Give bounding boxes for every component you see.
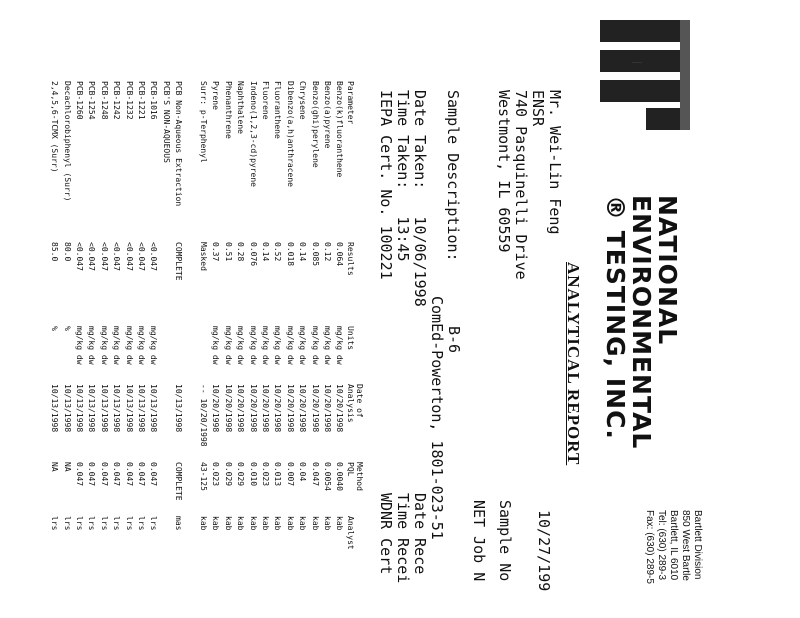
cell-pql: 0.04 <box>298 462 308 482</box>
cell-date: 10/13/1998 <box>62 384 72 433</box>
cell-parameter: PCB'S NON-AQUEOUS <box>161 81 171 163</box>
table-row <box>185 78 197 555</box>
cell-result: <0.047 <box>99 242 109 271</box>
table-row <box>296 78 308 555</box>
cell-parameter: PCB-1232 <box>124 81 134 120</box>
cell-date <box>160 381 172 459</box>
cell-parameter: Chrysene <box>298 81 308 120</box>
sample-description <box>428 296 462 540</box>
cell-pql: COMPLETE <box>174 462 184 501</box>
cell-parameter: 2,4,5,6-TCMX (Surr) <box>50 81 60 173</box>
table-row <box>160 78 172 555</box>
cell-analyst: lrs <box>112 516 122 531</box>
cell-parameter: PCB-1242 <box>112 81 122 120</box>
cell-units: mg/kg dw <box>248 326 258 365</box>
cell-units: mg/kg dw <box>322 326 332 365</box>
cell-pql: 0.047 <box>124 462 134 487</box>
cell-result <box>160 239 172 323</box>
cell-parameter: PCB-1260 <box>75 81 85 120</box>
cell-units: mg/kg dw <box>149 326 159 365</box>
cell-parameter: Benzo(ghi)perylene <box>310 81 320 168</box>
cell-date: 10/20/1998 <box>236 384 246 433</box>
cell-result: <0.047 <box>124 242 134 271</box>
cell-parameter: Fluorene <box>260 81 270 120</box>
cell-units: % <box>50 326 60 331</box>
cell-date: 10/20/1998 <box>310 384 320 433</box>
cell-parameter: PCB-1248 <box>99 81 109 120</box>
cell-pql <box>185 459 197 513</box>
cell-result <box>185 239 197 323</box>
cell-result: 0.12 <box>322 242 332 262</box>
cell-date: 10/13/1998 <box>50 384 60 433</box>
cell-units: mg/kg dw <box>124 326 134 365</box>
division-line: 850 West Bartle <box>680 510 691 581</box>
table-row <box>123 78 135 555</box>
company-name-line: ENVIRONMENTAL <box>627 195 656 450</box>
cell-date: 10/20/1998 <box>322 384 332 433</box>
cell-date: 10/20/1998 <box>298 384 308 433</box>
cell-parameter: Fluoranthene <box>273 81 283 139</box>
cell-analyst: kab <box>248 516 258 531</box>
cell-units: % <box>62 326 72 331</box>
cell-parameter: Indeno(1,2,3-cd)pyrene <box>248 81 258 187</box>
received-line: Time Recei <box>394 493 412 584</box>
cell-analyst: lrs <box>87 516 97 531</box>
cell-result: <0.047 <box>137 242 147 271</box>
client-line: ENSR <box>529 90 547 127</box>
cell-result: <0.047 <box>75 242 85 271</box>
received-line: WDNR Cert <box>377 493 395 575</box>
sample-received <box>377 493 428 583</box>
table-row <box>222 78 234 555</box>
cell-date: 10/20/1998 <box>335 384 345 433</box>
header-method-pql: Method PQL <box>346 462 364 491</box>
cell-date: 10/20/1998 <box>273 384 283 433</box>
table-row <box>61 78 73 555</box>
division-line: Fax: (630) 289-5 <box>644 510 655 584</box>
cell-date: 10/13/1998 <box>149 384 159 433</box>
cell-parameter: PCB-1016 <box>149 81 159 120</box>
cell-pql: 0.0054 <box>322 462 332 491</box>
cell-pql: 43-125 <box>199 462 209 491</box>
cell-result: 0.018 <box>285 242 295 267</box>
cell-parameter: PCB-1221 <box>137 81 147 120</box>
results-table <box>49 78 368 555</box>
cell-units <box>173 323 185 381</box>
table-row <box>234 78 246 555</box>
cell-date: 10/20/1998 <box>223 384 233 433</box>
cell-date: 10/20/1998 <box>211 384 221 433</box>
cell-parameter: Naphthalene <box>236 81 246 134</box>
cell-analyst: lrs <box>149 516 159 531</box>
cell-result: 0.52 <box>273 242 283 262</box>
cell-units: mg/kg dw <box>112 326 122 365</box>
sample-description-line: B-6 <box>445 326 463 354</box>
cell-result: 85.0 <box>50 242 60 262</box>
cell-units: mg/kg dw <box>137 326 147 365</box>
table-row <box>321 78 333 555</box>
cell-analyst: lrs <box>137 516 147 531</box>
cell-parameter: Phenanthrene <box>223 81 233 139</box>
cell-date: 10/20/1998 <box>260 384 270 433</box>
table-row <box>309 78 321 555</box>
taken-line: Time Taken: 13:45 <box>394 90 412 262</box>
cell-units: mg/kg dw <box>75 326 85 365</box>
cell-units: mg/kg dw <box>335 326 345 365</box>
cell-units: mg/kg dw <box>310 326 320 365</box>
cell-analyst: kab <box>310 516 320 531</box>
cell-pql: 0.023 <box>211 462 221 487</box>
division-line: Bartlett, IL 6010 <box>668 510 679 581</box>
cell-units: mg/kg dw <box>211 326 221 365</box>
header-date-of-analysis: Date of Analysis <box>346 384 364 423</box>
table-row <box>210 78 222 555</box>
header-analyst: Analyst <box>346 516 355 550</box>
results-header-row <box>346 78 368 555</box>
cell-parameter: PCB-1254 <box>87 81 97 120</box>
cell-analyst: lrs <box>50 516 60 531</box>
division-address <box>643 510 703 584</box>
taken-line: Date Taken: 10/06/1998 <box>411 90 429 307</box>
cell-date: 10/13/1998 <box>112 384 122 433</box>
cell-pql: 0.029 <box>223 462 233 487</box>
cell-analyst <box>185 513 197 555</box>
cell-result: 0.51 <box>223 242 233 262</box>
table-row <box>86 78 98 555</box>
cell-result: 0.14 <box>260 242 270 262</box>
table-row <box>259 78 271 555</box>
cell-result: 0.28 <box>236 242 246 262</box>
cell-analyst: kab <box>236 516 246 531</box>
sample-no-label: Sample No <box>496 500 514 582</box>
header-parameter: Parameter <box>346 81 355 125</box>
table-row <box>334 78 346 555</box>
cell-units <box>160 323 172 381</box>
cell-pql: 0.047 <box>137 462 147 487</box>
taken-line: IEPA Cert. No. 100221 <box>377 90 395 280</box>
cell-parameter: Benzo(k)fluoranthene <box>335 81 345 178</box>
cell-units: mg/kg dw <box>99 326 109 365</box>
table-row <box>284 78 296 555</box>
cell-date: 10/13/1998 <box>75 384 85 433</box>
client-line: 740 Pasquinelli Drive <box>512 90 530 280</box>
cell-analyst: lrs <box>62 516 72 531</box>
cell-pql: 0.047 <box>149 462 159 487</box>
cell-analyst: lrs <box>75 516 85 531</box>
cell-result: 0.076 <box>248 242 258 267</box>
cell-units: mg/kg dw <box>260 326 270 365</box>
cell-analyst: mas <box>174 516 184 531</box>
header-units: Units <box>346 326 355 351</box>
cell-parameter: Benzo(a)pyrene <box>322 81 332 149</box>
cell-pql: 0.010 <box>248 462 258 487</box>
sample-taken <box>377 90 428 307</box>
cell-result: Masked <box>199 242 209 271</box>
cell-date: 10/13/1998 <box>124 384 134 433</box>
cell-analyst: kab <box>322 516 332 531</box>
cell-result: <0.047 <box>149 242 159 271</box>
cell-analyst: kab <box>199 516 209 531</box>
cell-units <box>197 323 209 381</box>
cell-analyst <box>160 513 172 555</box>
cell-analyst: kab <box>211 516 221 531</box>
cell-pql: 0.007 <box>285 462 295 487</box>
table-row <box>148 78 160 555</box>
division-line: Bartlett Division <box>692 510 703 580</box>
cell-parameter <box>185 78 197 239</box>
cell-date: -- 10/20/1998 <box>199 384 209 447</box>
cell-analyst: kab <box>273 516 283 531</box>
table-row <box>197 78 209 555</box>
cell-units: mg/kg dw <box>223 326 233 365</box>
received-line: Date Rece <box>411 493 429 575</box>
cell-analyst: kab <box>223 516 233 531</box>
cell-result: 80.0 <box>62 242 72 262</box>
cell-result: 0.064 <box>335 242 345 267</box>
cell-pql: 0.013 <box>273 462 283 487</box>
table-row <box>272 78 284 555</box>
cell-result: 0.37 <box>211 242 221 262</box>
cell-analyst: lrs <box>124 516 134 531</box>
cell-date: 10/13/1998 <box>137 384 147 433</box>
cell-analyst: lrs <box>99 516 109 531</box>
scan-mark <box>632 62 642 63</box>
cell-pql: NA <box>50 462 60 472</box>
report-title: ANALYTICAL REPORT <box>564 262 583 466</box>
cell-result: <0.047 <box>112 242 122 271</box>
table-row <box>173 78 185 555</box>
cell-date: 10/20/1998 <box>285 384 295 433</box>
cell-pql: 0.047 <box>112 462 122 487</box>
cell-parameter: Decachlorobiphenyl (Surr) <box>62 81 72 202</box>
cell-date: 10/13/1998 <box>99 384 109 433</box>
client-line: Westmont, IL 60559 <box>495 90 513 253</box>
table-row <box>98 78 110 555</box>
cell-date <box>185 381 197 459</box>
cell-pql: NA <box>62 462 72 472</box>
cell-parameter: Pyrene <box>211 81 221 110</box>
cell-pql: 0.047 <box>75 462 85 487</box>
cell-analyst: kab <box>335 516 345 531</box>
cell-units: mg/kg dw <box>236 326 246 365</box>
division-line: Tel: (630) 289-3 <box>656 510 667 581</box>
cell-result: 0.085 <box>310 242 320 267</box>
sample-description-label: Sample Description: <box>444 90 462 262</box>
cell-pql: 0.047 <box>310 462 320 487</box>
cell-pql: 0.0040 <box>335 462 345 491</box>
table-row <box>111 78 123 555</box>
cell-analyst: kab <box>260 516 270 531</box>
cell-units: mg/kg dw <box>298 326 308 365</box>
table-row <box>135 78 147 555</box>
table-row <box>73 78 85 555</box>
cell-date: 10/13/1998 <box>87 384 97 433</box>
company-name-line: ® TESTING, INC. <box>601 195 630 440</box>
cell-result: <0.047 <box>87 242 97 271</box>
cell-analyst: kab <box>298 516 308 531</box>
cell-pql: 0.047 <box>99 462 109 487</box>
net-logo-icon <box>600 20 690 130</box>
cell-pql: 0.029 <box>236 462 246 487</box>
cell-parameter: PCB Non-Aqueous Extraction <box>174 81 184 207</box>
cell-parameter: Surr: p-Terphenyl <box>199 81 209 163</box>
cell-pql: 0.047 <box>87 462 97 487</box>
client-line: Mr. Wei-Lin Feng <box>546 90 564 235</box>
cell-result: 0.14 <box>298 242 308 262</box>
client-address <box>495 90 563 280</box>
header-results: Results <box>346 242 355 276</box>
cell-analyst: kab <box>285 516 295 531</box>
cell-result: COMPLETE <box>174 242 184 281</box>
cell-units <box>185 323 197 381</box>
cell-pql: 0.023 <box>260 462 270 487</box>
company-name-line: NATIONAL <box>653 195 682 346</box>
cell-date: 10/20/1998 <box>248 384 258 433</box>
cell-units: mg/kg dw <box>87 326 97 365</box>
cell-units: mg/kg dw <box>285 326 295 365</box>
cell-units: mg/kg dw <box>273 326 283 365</box>
sample-description-line: ComEd-Powerton, 1801-023-51 <box>428 296 446 540</box>
report-date: 10/27/199 <box>535 510 553 592</box>
table-row <box>247 78 259 555</box>
cell-date: 10/13/1998 <box>174 384 184 433</box>
job-no-label: NET Job N <box>470 500 488 582</box>
cell-parameter: Dibenzo(a,h)anthracene <box>285 81 295 187</box>
table-row <box>49 78 61 555</box>
company-name <box>602 195 680 449</box>
cell-pql <box>160 459 172 513</box>
